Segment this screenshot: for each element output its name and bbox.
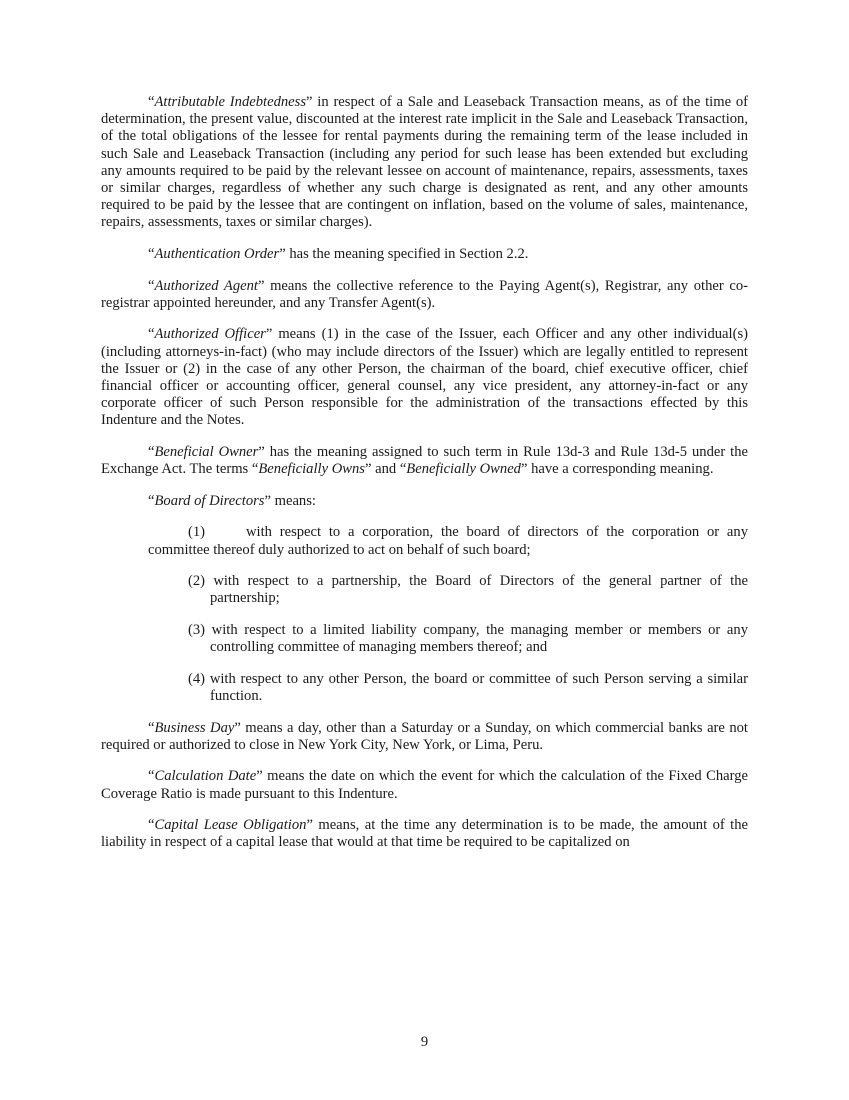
defined-term: Attributable Indebtedness bbox=[154, 94, 307, 110]
open-quote: “ bbox=[148, 444, 155, 461]
item-text: with respect to a partnership, the Board of Directors of the general partner of the partnership; bbox=[210, 573, 748, 607]
definitions-section bbox=[101, 94, 748, 866]
defined-term: Beneficially Owned bbox=[406, 461, 521, 478]
definition-authorized-agent bbox=[101, 278, 748, 312]
close-quote: ” bbox=[306, 817, 313, 834]
close-quote: ” bbox=[279, 246, 286, 263]
open-quote: “ bbox=[148, 768, 155, 785]
definition-text: ” and “ bbox=[364, 461, 407, 478]
open-quote: “ bbox=[148, 277, 155, 294]
defined-term: Authorized Officer bbox=[154, 326, 266, 343]
item-text: with respect to a limited liability company, the managing member or members or any controlling committee of managing members thereof; and bbox=[210, 622, 748, 656]
definition-capital-lease-obligation bbox=[101, 817, 748, 851]
definition-text: means, at the time any determination is to be made, the amount of the liability in respect of a capital lease that would at that time be required to be capitalized on bbox=[101, 817, 749, 851]
open-quote: “ bbox=[148, 326, 155, 343]
board-item-1 bbox=[148, 524, 748, 558]
open-quote: “ bbox=[148, 719, 155, 736]
definition-calculation-date bbox=[101, 768, 748, 802]
item-number: (4) bbox=[188, 670, 206, 687]
open-quote: “ bbox=[148, 492, 155, 509]
definition-text: means: bbox=[270, 492, 316, 509]
item-text: with respect to any other Person, the board or committee of such Person serving a similar function. bbox=[209, 670, 748, 704]
board-item-3 bbox=[188, 622, 748, 656]
item-text: with respect to a corporation, the board of directors of the corporation or any committee thereof duly authorized to act on behalf of such board; bbox=[148, 524, 748, 558]
definition-business-day bbox=[101, 720, 748, 754]
definition-text: means the date on which the event for which the calculation of the Fixed Charge Coverage Ratio is made pursuant to this Indenture. bbox=[101, 768, 748, 802]
open-quote: “ bbox=[148, 94, 155, 110]
close-quote: ” bbox=[265, 326, 273, 343]
defined-term: Board of Directors bbox=[154, 492, 265, 509]
definition-text: in respect of a Sale and Leaseback Transaction means, as of the time of determination, the present value, discounted at the interest rate implicit in the Sale and Leaseback Transaction, of the total obligations of the lessee for rental payments during the remaining term of the lease included in such Sale and Leaseback Transaction (including any period for such lease has been extended but excluding any amounts required to be paid by the relevant lessee on account of maintenance, repairs, assessments, taxes or similar charges, regardless of whether any such charge is designated as rent, and any other amounts required to be paid by the lessee that are contingent on inflation, based on the volume of sales, maintenance, repairs, assessments, taxes or similar charges). bbox=[101, 94, 749, 231]
close-quote: ” bbox=[256, 768, 263, 785]
board-item-2 bbox=[188, 573, 748, 607]
close-quote: ” bbox=[234, 719, 241, 736]
close-quote: ” bbox=[264, 492, 271, 509]
definition-text: has the meaning specified in Section 2.2. bbox=[285, 246, 529, 263]
definition-text: means (1) in the case of the Issuer, each Officer and any other individual(s) (including attorneys-in-fact) (who may include directors of the Issuer) which are legally entitled to represent the Issuer or (2) in the case of any other Person, the chairman of the board, chief executive officer, chief financial officer or accounting officer, general counsel, any vice president, any attorney-in-fact or any corporate officer of such Person responsible for the administration of the transactions effected by this Indenture and the Notes. bbox=[101, 326, 748, 429]
definition-text: ” have a corresponding meaning. bbox=[520, 461, 714, 478]
definition-authentication-order bbox=[101, 246, 748, 263]
page-number: 9 bbox=[420, 1034, 429, 1050]
definition-text: means the collective reference to the Paying Agent(s), Registrar, any other co-registrar appointed hereunder, and any Transfer Agent(s). bbox=[101, 277, 748, 311]
defined-term: Beneficially Owns bbox=[258, 461, 365, 478]
board-item-4 bbox=[188, 671, 748, 705]
open-quote: “ bbox=[148, 246, 155, 263]
definition-attributable-indebtedness bbox=[101, 94, 748, 232]
defined-term: Authentication Order bbox=[154, 246, 280, 263]
item-number: (1) bbox=[188, 524, 206, 541]
definition-authorized-officer bbox=[101, 326, 748, 429]
definition-text: means a day, other than a Saturday or a Sunday, on which commercial banks are not required or authorized to close in New York City, New York, or Lima, Peru. bbox=[101, 719, 748, 753]
defined-term: Beneficial Owner bbox=[154, 444, 259, 461]
item-number: (2) bbox=[188, 573, 206, 590]
close-quote: ” bbox=[258, 444, 265, 461]
defined-term: Authorized Agent bbox=[154, 277, 258, 294]
definition-beneficial-owner bbox=[101, 444, 748, 478]
defined-term: Business Day bbox=[154, 719, 235, 736]
definition-text: has the meaning assigned to such term in Rule 13d-3 and Rule 13d-5 under the Exchange Act. The terms “ bbox=[101, 444, 748, 478]
open-quote: “ bbox=[148, 817, 155, 834]
defined-term: Capital Lease Obligation bbox=[154, 817, 307, 834]
defined-term: Calculation Date bbox=[154, 768, 257, 785]
close-quote: ” bbox=[306, 94, 313, 110]
item-number: (3) bbox=[188, 622, 206, 638]
close-quote: ” bbox=[257, 277, 265, 294]
definition-board-of-directors bbox=[101, 493, 748, 510]
